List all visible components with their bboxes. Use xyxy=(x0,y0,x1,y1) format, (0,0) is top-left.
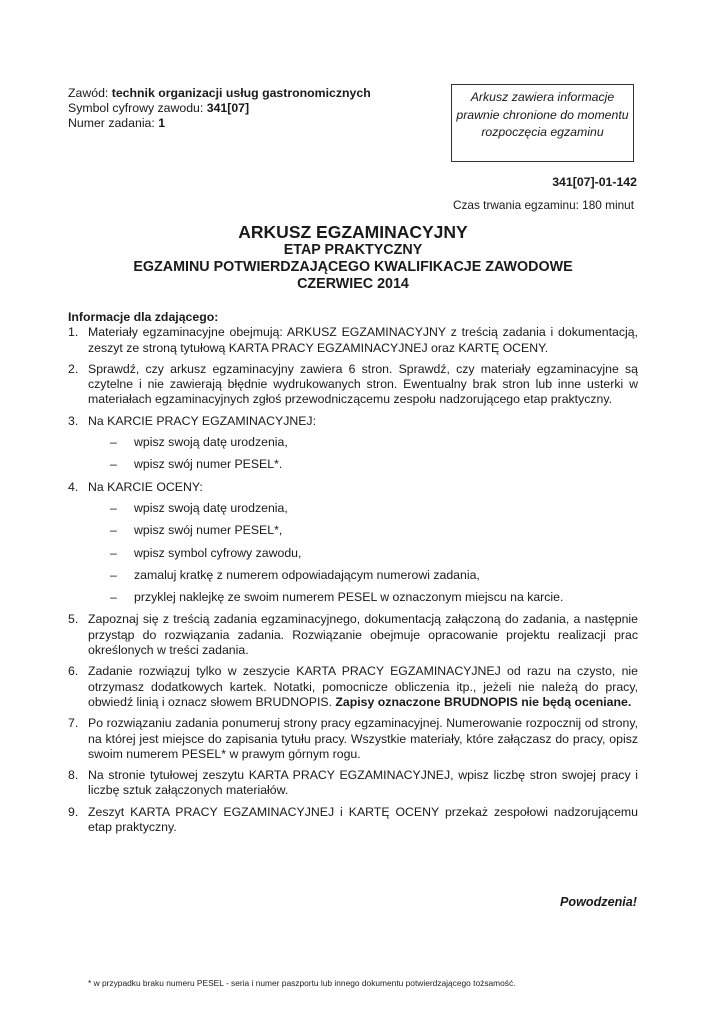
instruction-item xyxy=(68,480,638,606)
instructions xyxy=(68,310,638,841)
instruction-number: 9. xyxy=(68,804,79,819)
instruction-number: 5. xyxy=(68,612,79,627)
instruction-subitem xyxy=(88,568,638,583)
profession-line: Zawód: technik organizacji usług gastronomicznych xyxy=(68,86,371,100)
footnote: * w przypadku braku numeru PESEL - seria i numer paszportu lub innego dokumentu potwierdzającego tożsamość. xyxy=(88,978,516,988)
subtitle-exam: EGZAMINU POTWIERDZAJĄCEGO KWALIFIKACJE ZAWODOWE xyxy=(133,259,573,275)
confidential-notice-box: Arkusz zawiera informacje prawnie chronione do momentu rozpoczęcia egzaminu xyxy=(451,84,634,162)
subitem-text: zamaluj kratkę z numerem odpowiadającym numerowi zadania, xyxy=(134,567,480,582)
subitem-text: wpisz swoją datę urodzenia, xyxy=(134,500,288,515)
subitem-text: wpisz swój numer PESEL*, xyxy=(134,523,283,538)
instruction-item xyxy=(68,768,638,799)
instruction-number: 8. xyxy=(68,768,79,783)
subtitle-stage: ETAP PRAKTYCZNY xyxy=(283,242,423,258)
main-title: ARKUSZ EGZAMINACYJNY xyxy=(238,222,468,242)
instruction-number: 2. xyxy=(68,361,79,376)
instruction-item xyxy=(68,612,638,658)
dash-bullet: – xyxy=(110,500,117,515)
subitem-text: wpisz swoją datę urodzenia, xyxy=(134,435,288,450)
symbol-value: 341[07] xyxy=(206,101,250,115)
instruction-text: Zeszyt KARTA PRACY EGZAMINACYJNEJ i KARTĘ OCENY przekaż zespołowi nadzorującemu etap praktyczny. xyxy=(88,804,638,835)
instruction-subitem xyxy=(88,590,638,605)
dash-bullet: – xyxy=(110,457,117,472)
task-value: 1 xyxy=(158,116,166,130)
exam-duration: Czas trwania egzaminu: 180 minut xyxy=(453,198,634,212)
good-luck: Powodzenia! xyxy=(560,895,637,909)
dash-bullet: – xyxy=(110,523,117,538)
instruction-emphasis: Zapisy oznaczone BRUDNOPIS nie będą oceniane. xyxy=(335,694,632,709)
instructions-heading: Informacje dla zdającego: xyxy=(68,310,219,324)
instructions-list xyxy=(68,325,638,835)
instruction-subitem xyxy=(88,501,638,516)
instruction-text: Materiały egzaminacyjne obejmują: ARKUSZ EGZAMINACYJNY z treścią zadania i dokumentacją, zeszyt ze stroną tytułową KARTA PRACY EGZAMINACYJNEJ oraz KARTĘ OCENY. xyxy=(88,325,638,355)
instruction-number: 7. xyxy=(68,716,79,731)
instruction-item xyxy=(68,362,638,408)
instruction-item xyxy=(68,414,638,473)
instruction-number: 1. xyxy=(68,325,79,340)
instruction-number: 6. xyxy=(68,664,79,679)
instruction-text: Na KARCIE PRACY EGZAMINACYJNEJ: xyxy=(88,413,316,428)
title-block xyxy=(40,222,666,293)
dash-bullet: – xyxy=(110,435,117,450)
dash-bullet: – xyxy=(110,545,117,560)
instruction-subitem xyxy=(88,457,638,472)
instruction-item xyxy=(68,716,638,762)
instruction-text: Po rozwiązaniu zadania ponumeruj strony pracy egzaminacyjnej. Numerowanie rozpocznij od strony, na której jest miejsce do zapisania tytułu pracy. Wszystkie materiały, które załączasz do pracy, opisz swoim numerem PESEL* w prawym górnym rogu. xyxy=(88,716,638,761)
instruction-text: Zadanie rozwiązuj tylko w zeszycie KARTA PRACY EGZAMINACYJNEJ od razu na czysto, nie otrzymasz dodatkowych kartek. Notatki, pomocnicze obliczenia itp., jeżeli nie należą do pracy, obwiedź linią i oznacz słowem BRUDNOPIS. xyxy=(88,664,638,709)
subitem-text: przyklej naklejkę ze swoim numerem PESEL w oznaczonym miejscu na karcie. xyxy=(134,590,564,605)
subitem-text: wpisz swój numer PESEL*. xyxy=(134,457,283,472)
profession-value: technik organizacji usług gastronomicznych xyxy=(111,86,371,100)
instruction-text: Na stronie tytułowej zeszytu KARTA PRACY EGZAMINACYJNEJ, wpisz liczbę stron swojej pracy i liczbę sztuk załączonych materiałów. xyxy=(88,768,638,798)
sheet-code: 341[07]-01-142 xyxy=(552,175,637,189)
subtitle-date: CZERWIEC 2014 xyxy=(297,276,409,292)
dash-bullet: – xyxy=(110,590,117,605)
header-info xyxy=(68,86,371,131)
instruction-subitem xyxy=(88,546,638,561)
instruction-item xyxy=(68,325,638,356)
dash-bullet: – xyxy=(110,567,117,582)
instruction-text: Zapoznaj się z treścią zadania egzaminacyjnego, dokumentacją załączoną do zadania, a następnie przystąp do rozwiązania zadania. Rozwiązanie obejmuje opracowanie projektu realizacji prac określonych w treści zadania. xyxy=(88,612,638,658)
instruction-subitem xyxy=(88,523,638,538)
instruction-text: Sprawdź, czy arkusz egzaminacyjny zawiera 6 stron. Sprawdź, czy materiały egzaminacyjne są czytelne i nie zawierają błędnie wydrukowanych stron. Ewentualny brak stron lub inne usterki w materiałach egzaminacyjnych zgłoś przewodniczącemu zespołu nadzorującego etap praktyczny. xyxy=(88,361,638,407)
subitem-text: wpisz symbol cyfrowy zawodu, xyxy=(134,545,302,560)
instruction-subitem xyxy=(88,435,638,450)
instruction-text: Na KARCIE OCENY: xyxy=(88,479,203,494)
instruction-item xyxy=(68,805,638,836)
instruction-number: 4. xyxy=(68,479,79,494)
instruction-item xyxy=(68,664,638,710)
symbol-line: Symbol cyfrowy zawodu: 341[07] xyxy=(68,101,250,115)
instruction-number: 3. xyxy=(68,413,79,428)
task-line: Numer zadania: 1 xyxy=(68,116,166,130)
